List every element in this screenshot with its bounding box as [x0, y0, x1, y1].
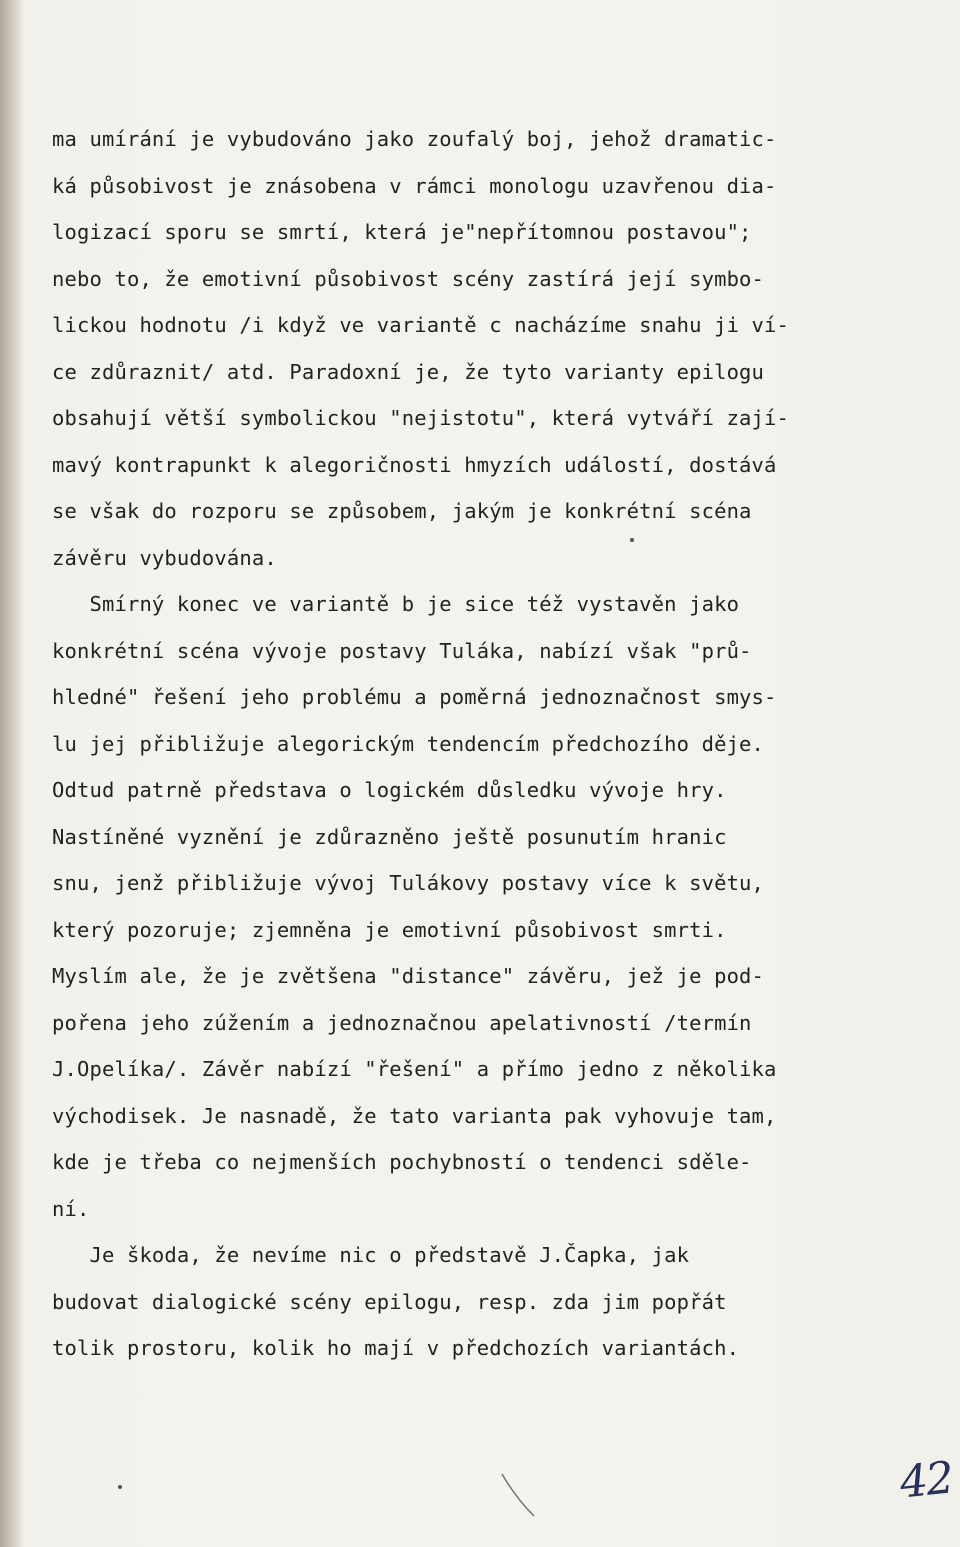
- text-line: obsahují větší symbolickou "nejistotu", která vytváří zají-: [52, 406, 790, 430]
- page-binding-shadow: [0, 0, 26, 1547]
- text-line: Je škoda, že nevíme nic o představě J.Čapka, jak: [52, 1243, 690, 1267]
- pencil-mark: [498, 1470, 538, 1520]
- text-line: východisek. Je nasnadě, že tato varianta pak vyhovuje tam,: [52, 1103, 777, 1128]
- text-line: se však do rozporu se způsobem, jakým je konkrétní scéna: [52, 499, 752, 523]
- typewritten-text: [52, 116, 912, 1372]
- text-line: tolik prostoru, kolik ho mají v předchozích variantách.: [52, 1336, 740, 1360]
- text-line: ní.: [52, 1196, 90, 1221]
- text-line: budovat dialogické scény epilogu, resp. zda jim popřát: [52, 1289, 727, 1314]
- text-line: logizací sporu se smrtí, která je"nepřítomnou postavou";: [52, 220, 752, 244]
- text-line: závěru vybudována.: [52, 545, 277, 570]
- text-line: Smírný konec ve variantě b je sice též vystavěn jako: [52, 592, 740, 616]
- text-line: J.Opelíka/. Závěr nabízí "řešení" a přímo jedno z několika: [52, 1057, 777, 1081]
- text-line: pořena jeho zúžením a jednoznačnou apelativností /termín: [52, 1010, 752, 1035]
- text-line: Odtud patrně představa o logickém důsledku vývoje hry.: [52, 778, 727, 802]
- text-line: mavý kontrapunkt k alegoričnosti hmyzích událostí, dostává: [52, 452, 777, 477]
- text-line: Myslím ale, že je zvětšena "distance" závěru, jež je pod-: [52, 964, 765, 988]
- text-line: lu jej přibližuje alegorickým tendencím předchozího děje.: [52, 731, 765, 756]
- ink-speck: [118, 1485, 122, 1489]
- text-line: konkrétní scéna vývoje postavy Tuláka, nabízí však "prů-: [52, 638, 752, 663]
- page-number: 42: [897, 1452, 955, 1509]
- ink-speck: [630, 538, 634, 542]
- text-line: ce zdůraznit/ atd. Paradoxní je, že tyto varianty epilogu: [52, 359, 765, 384]
- text-line: hledné" řešení jeho problému a poměrná jednoznačnost smys-: [52, 685, 777, 709]
- text-line: nebo to, že emotivní působivost scény zastírá její symbo-: [52, 266, 765, 291]
- text-line: Nastíněné vyznění je zdůrazněno ještě posunutím hranic: [52, 824, 727, 849]
- text-line: kde je třeba co nejmenších pochybností o tendenci sděle-: [52, 1150, 752, 1174]
- text-line: ma umírání je vybudováno jako zoufalý boj, jehož dramatic-: [52, 127, 777, 151]
- text-line: lickou hodnotu /i když ve variantě c nacházíme snahu ji ví-: [52, 313, 790, 337]
- text-line: který pozoruje; zjemněna je emotivní působivost smrti.: [52, 917, 727, 942]
- text-line: snu, jenž přibližuje vývoj Tulákovy postavy více k světu,: [52, 871, 765, 895]
- text-line: ká působivost je znásobena v rámci monologu uzavřenou dia-: [52, 173, 777, 198]
